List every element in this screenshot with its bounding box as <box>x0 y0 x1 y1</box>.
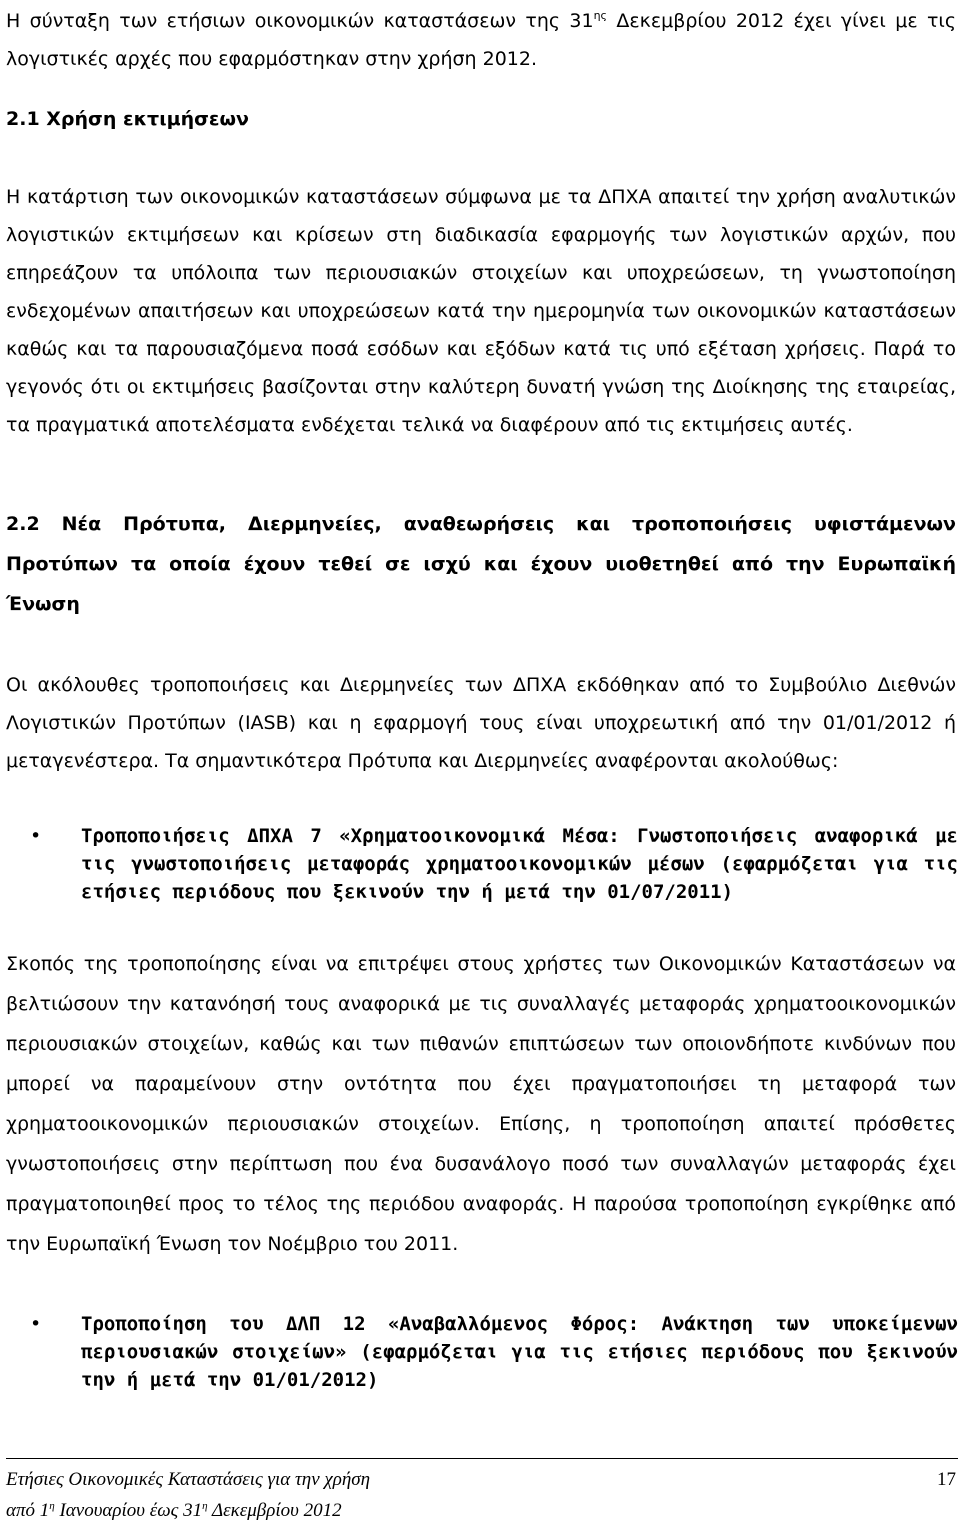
footer-period-part: από 1 <box>6 1500 50 1521</box>
bullet-marker: • <box>30 825 42 847</box>
amendments-intro-paragraph: Οι ακόλουθες τροποποιήσεις και Διερμηνείες των ΔΠΧΑ εκδόθηκαν από το Συμβούλιο Διεθνών Λογιστικών Προτύπων (IASB) και η εφαρμογή τους είναι υποχρεωτική από την 01/01/2012 ή μεταγενέστερα. Τα σημαντικότερα Πρότυπα και Διερμηνείες αναφέρονται ακολούθως: <box>6 674 956 772</box>
bullet-ias12 <box>6 1310 958 1394</box>
ordinal-superscript: ης <box>593 9 608 22</box>
footer-title-line: Ετήσιες Οικονομικές Καταστάσεις για την χρήση <box>6 1469 371 1490</box>
bullet-ifrs7-text: Τροποποιήσεις ΔΠΧΑ 7 «Χρηματοοικονομικά Μέσα: Γνωστοποιήσεις αναφορικά με τις γνωστοποιήσεις μεταφοράς χρηματοοικονομικών μέσων (εφαρμόζεται για τις ετήσιες περιόδους που ξεκινούν την ή μετά την 01/07/2011) <box>81 825 958 903</box>
footer-period-part: Ιανουαρίου έως 31 <box>54 1500 203 1521</box>
footer-period-part: Δεκεμβρίου 2012 <box>207 1500 342 1521</box>
intro-text-continued: Δεκεμβρίου 2012 έχει γίνει με τις λογιστικές αρχές που εφαρμόστηκαν στην χρήση 2012. <box>6 10 956 70</box>
estimates-paragraph: Η κατάρτιση των οικονομικών καταστάσεων σύμφωνα με τα ΔΠΧΑ απαιτεί την χρήση αναλυτικών λογιστικών εκτιμήσεων και κρίσεων στη διαδικασία εφαρμογής των λογιστικών αρχών, που επηρεάζουν τα υπόλοιπα των περιουσιακών στοιχείων και υποχρεώσεων, τη γνωστοποίηση ενδεχομένων απαιτήσεων και υποχρεώσεων κατά την ημερομηνία των οικονομικών καταστάσεων καθώς και τα παρουσιαζόμενα ποσά εσόδων και εξόδων κατά τις υπό εξέταση χρήσεις. Παρά το γεγονός ότι οι εκτιμήσεις βασίζονται στην καλύτερη δυνατή γνώση της Διοίκησης της εταιρείας, τα πραγματικά αποτελέσματα ενδέχεται τελικά να διαφέρουν από τις εκτιμήσεις αυτές. <box>6 186 956 436</box>
footer-rule <box>6 1458 958 1459</box>
bullet-marker: • <box>30 1313 42 1335</box>
new-standards-heading-text: 2.2 Νέα Πρότυπα, Διερμηνείες, αναθεωρήσεις και τροποποιήσεις υφιστάμενων Προτύπων τα οποία έχουν τεθεί σε ισχύ και έχουν υιοθετηθεί από την Ευρωπαϊκή Ένωση <box>6 513 956 615</box>
page-footer <box>6 1464 958 1526</box>
footer-ordinal: η <box>49 1500 55 1512</box>
section-heading-new-standards <box>6 504 956 624</box>
page-number: 17 <box>937 1469 956 1490</box>
intro-text: Η σύνταξη των ετήσιων οικονομικών καταστάσεων της 31 <box>6 10 594 32</box>
bullet-ifrs7 <box>6 822 958 906</box>
footer-period-line <box>6 1495 958 1526</box>
footer-ordinal: η <box>202 1500 208 1512</box>
ifrs7-purpose-paragraph: Σκοπός της τροποποίησης είναι να επιτρέψει στους χρήστες των Οικονομικών Καταστάσεων να βελτιώσουν την κατανόησή τους αναφορικά με τις συναλλαγές μεταφοράς χρηματοοικονομικών περιουσιακών στοιχείων, καθώς και των πιθανών επιπτώσεων των οποιονδήποτε κινδύνων που μπορεί να παραμείνουν στην οντότητα που έχει πραγματοποιήσει τη μεταφορά των χρηματοοικονομικών περιουσιακών στοιχείων. Επίσης, η τροποποίηση απαιτεί πρόσθετες γνωστοποιήσεις στην περίπτωση που ένα δυσανάλογο ποσό των συναλλαγών μεταφοράς έχει πραγματοποιηθεί προς το τέλος της περιόδου αναφοράς. Η παρούσα τροποποίηση εγκρίθηκε από την Ευρωπαϊκή Ένωση τον Νοέμβριο του 2011. <box>6 953 956 1255</box>
section-heading-estimates: 2.1 Χρήση εκτιμήσεων <box>6 108 249 130</box>
intro-paragraph <box>6 2 956 78</box>
bullet-ias12-text: Τροποποίηση του ΔΛΠ 12 «Αναβαλλόμενος Φόρος: Ανάκτηση των υποκείμενων περιουσιακών στοιχείων» (εφαρμόζεται για τις ετήσιες περιόδους που ξεκινούν την ή μετά την 01/01/2012) <box>81 1313 958 1391</box>
